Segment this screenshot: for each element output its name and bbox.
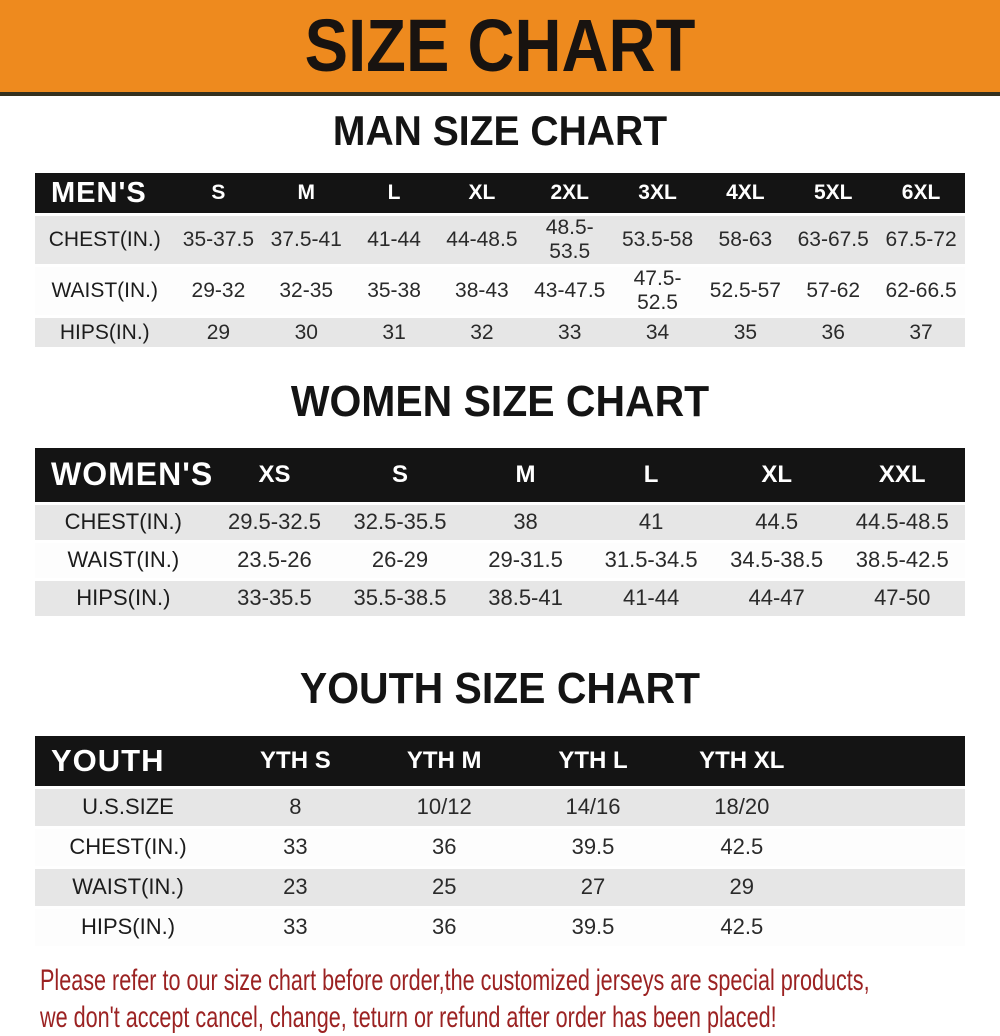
size-section-women bbox=[0, 378, 1000, 618]
banner-title: SIZE CHART bbox=[304, 4, 696, 87]
measurement-value: 38 bbox=[463, 505, 589, 540]
measurement-value: 32-35 bbox=[262, 267, 350, 315]
measurement-value: 38-43 bbox=[438, 267, 526, 315]
measurement-value: 36 bbox=[370, 829, 519, 866]
size-column-header: YTH XL bbox=[667, 736, 816, 786]
measurement-value: 37 bbox=[877, 318, 965, 347]
measurement-value: 47.5-52.5 bbox=[614, 267, 702, 315]
measurement-row bbox=[35, 909, 965, 946]
row-label: WAIST(IN.) bbox=[35, 543, 212, 578]
measurement-value: 62-66.5 bbox=[877, 267, 965, 315]
size-section-men bbox=[0, 108, 1000, 350]
size-column-header: 6XL bbox=[877, 173, 965, 213]
measurement-value: 44-47 bbox=[714, 581, 840, 616]
size-column-header: 3XL bbox=[614, 173, 702, 213]
size-column-header: XXL bbox=[839, 448, 965, 502]
row-label: WAIST(IN.) bbox=[35, 869, 221, 906]
measurement-row bbox=[35, 869, 965, 906]
size-column-header: XL bbox=[714, 448, 840, 502]
measurement-row bbox=[35, 216, 965, 264]
measurement-value: 8 bbox=[221, 789, 370, 826]
row-label: CHEST(IN.) bbox=[35, 505, 212, 540]
measurement-value: 63-67.5 bbox=[789, 216, 877, 264]
measurement-value: 29-31.5 bbox=[463, 543, 589, 578]
measurement-value: 35-38 bbox=[350, 267, 438, 315]
measurement-value: 31 bbox=[350, 318, 438, 347]
size-column-header: YTH L bbox=[519, 736, 668, 786]
section-heading-youth: YOUTH SIZE CHART bbox=[299, 663, 701, 713]
measurement-value: 36 bbox=[370, 909, 519, 946]
measurement-value: 41-44 bbox=[350, 216, 438, 264]
size-column-header: XL bbox=[438, 173, 526, 213]
measurement-value: 29.5-32.5 bbox=[212, 505, 338, 540]
measurement-value: 29-32 bbox=[175, 267, 263, 315]
measurement-value: 23.5-26 bbox=[212, 543, 338, 578]
measurement-row bbox=[35, 581, 965, 616]
size-column-header: S bbox=[175, 173, 263, 213]
measurement-value: 27 bbox=[519, 869, 668, 906]
size-column-header: 5XL bbox=[789, 173, 877, 213]
row-blank-cell bbox=[816, 869, 965, 906]
measurement-value: 52.5-57 bbox=[701, 267, 789, 315]
measurement-value: 39.5 bbox=[519, 909, 668, 946]
measurement-value: 57-62 bbox=[789, 267, 877, 315]
measurement-value: 35.5-38.5 bbox=[337, 581, 463, 616]
size-column-header: 4XL bbox=[701, 173, 789, 213]
row-label: HIPS(IN.) bbox=[35, 318, 175, 347]
size-column-header: M bbox=[262, 173, 350, 213]
row-blank-cell bbox=[816, 909, 965, 946]
measurement-value: 44.5 bbox=[714, 505, 840, 540]
measurement-value: 42.5 bbox=[667, 909, 816, 946]
header-row bbox=[35, 173, 965, 213]
measurement-value: 41 bbox=[588, 505, 714, 540]
measurement-value: 41-44 bbox=[588, 581, 714, 616]
row-label: HIPS(IN.) bbox=[35, 581, 212, 616]
row-blank-cell bbox=[816, 829, 965, 866]
footer-note-line-1: Please refer to our size chart before order,the customized jerseys are special products, bbox=[40, 963, 870, 997]
size-column-header: L bbox=[350, 173, 438, 213]
measurement-row bbox=[35, 543, 965, 578]
measurement-value: 10/12 bbox=[370, 789, 519, 826]
size-table-women bbox=[35, 445, 965, 619]
measurement-value: 33 bbox=[221, 909, 370, 946]
row-label: HIPS(IN.) bbox=[35, 909, 221, 946]
measurement-value: 37.5-41 bbox=[262, 216, 350, 264]
row-label: CHEST(IN.) bbox=[35, 829, 221, 866]
row-label: WAIST(IN.) bbox=[35, 267, 175, 315]
measurement-value: 34.5-38.5 bbox=[714, 543, 840, 578]
size-column-header: 2XL bbox=[526, 173, 614, 213]
measurement-value: 30 bbox=[262, 318, 350, 347]
size-table-youth bbox=[35, 733, 965, 949]
corner-label: WOMEN'S bbox=[35, 448, 212, 502]
size-column-header: YTH S bbox=[221, 736, 370, 786]
measurement-value: 48.5-53.5 bbox=[526, 216, 614, 264]
measurement-value: 34 bbox=[614, 318, 702, 347]
size-tables bbox=[0, 108, 1000, 949]
measurement-value: 31.5-34.5 bbox=[588, 543, 714, 578]
measurement-value: 25 bbox=[370, 869, 519, 906]
measurement-value: 33 bbox=[221, 829, 370, 866]
measurement-value: 44-48.5 bbox=[438, 216, 526, 264]
row-blank-cell bbox=[816, 789, 965, 826]
corner-label: MEN'S bbox=[35, 173, 175, 213]
measurement-row bbox=[35, 267, 965, 315]
measurement-row bbox=[35, 318, 965, 347]
section-heading-women: WOMEN SIZE CHART bbox=[290, 377, 710, 427]
measurement-value: 23 bbox=[221, 869, 370, 906]
size-column-header: XS bbox=[212, 448, 338, 502]
measurement-value: 42.5 bbox=[667, 829, 816, 866]
measurement-value: 33-35.5 bbox=[212, 581, 338, 616]
measurement-value: 67.5-72 bbox=[877, 216, 965, 264]
measurement-value: 38.5-42.5 bbox=[839, 543, 965, 578]
header-row bbox=[35, 736, 965, 786]
measurement-value: 53.5-58 bbox=[614, 216, 702, 264]
measurement-value: 32 bbox=[438, 318, 526, 347]
measurement-value: 58-63 bbox=[701, 216, 789, 264]
header-row bbox=[35, 448, 965, 502]
measurement-value: 44.5-48.5 bbox=[839, 505, 965, 540]
row-label: U.S.SIZE bbox=[35, 789, 221, 826]
footer-note bbox=[0, 963, 1000, 1036]
measurement-row bbox=[35, 505, 965, 540]
measurement-value: 26-29 bbox=[337, 543, 463, 578]
measurement-value: 39.5 bbox=[519, 829, 668, 866]
measurement-value: 33 bbox=[526, 318, 614, 347]
size-column-header: L bbox=[588, 448, 714, 502]
measurement-row bbox=[35, 789, 965, 826]
header-blank-cell bbox=[816, 736, 965, 786]
measurement-value: 35-37.5 bbox=[175, 216, 263, 264]
size-table-men bbox=[35, 170, 965, 350]
row-label: CHEST(IN.) bbox=[35, 216, 175, 264]
size-column-header: M bbox=[463, 448, 589, 502]
measurement-value: 36 bbox=[789, 318, 877, 347]
measurement-value: 14/16 bbox=[519, 789, 668, 826]
size-section-youth bbox=[0, 665, 1000, 949]
size-chart-banner bbox=[0, 0, 1000, 96]
measurement-value: 18/20 bbox=[667, 789, 816, 826]
measurement-value: 32.5-35.5 bbox=[337, 505, 463, 540]
measurement-row bbox=[35, 829, 965, 866]
measurement-value: 38.5-41 bbox=[463, 581, 589, 616]
footer-note-line-2: we don't accept cancel, change, teturn or refund after order has been placed! bbox=[40, 1000, 777, 1034]
measurement-value: 43-47.5 bbox=[526, 267, 614, 315]
size-column-header: YTH M bbox=[370, 736, 519, 786]
measurement-value: 35 bbox=[701, 318, 789, 347]
corner-label: YOUTH bbox=[35, 736, 221, 786]
measurement-value: 29 bbox=[667, 869, 816, 906]
measurement-value: 29 bbox=[175, 318, 263, 347]
size-column-header: S bbox=[337, 448, 463, 502]
section-heading-men: MAN SIZE CHART bbox=[332, 107, 668, 154]
measurement-value: 47-50 bbox=[839, 581, 965, 616]
